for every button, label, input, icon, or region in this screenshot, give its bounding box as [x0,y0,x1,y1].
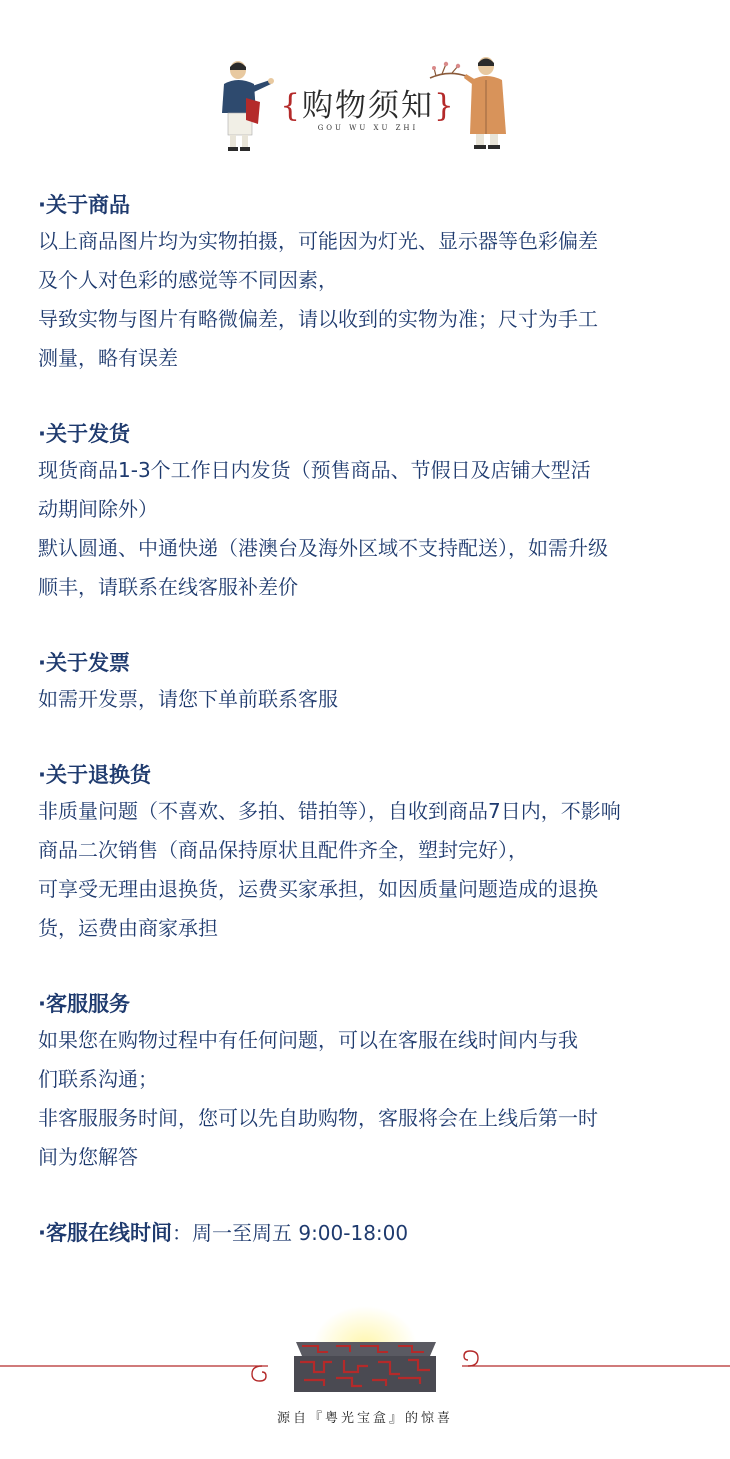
section-line: 可享受无理由退换货，运费买家承担，如因质量问题造成的退换 [38,877,598,901]
section-returns [38,758,698,948]
right-figure-illustration [428,54,518,154]
section-customer-service [38,987,698,1177]
treasure-box-illustration [0,1290,730,1400]
section-heading: ·关于发票 [38,651,130,675]
title-brace-right: } [434,88,456,124]
section-line: 如需开发票，请您下单前联系客服 [38,687,338,711]
section-line: 以上商品图片均为实物拍摄，可能因为灯光、显示器等色彩偏差 [38,229,598,253]
section-heading: ·客服服务 [38,992,130,1016]
footer-slogan: 源自『粤光宝盒』的惊喜 [276,1411,453,1426]
section-line: 间为您解答 [38,1145,138,1169]
section-heading: ·关于发货 [38,422,130,446]
section-line: 顺丰，请联系在线客服补差价 [38,575,298,599]
section-line: 导致实物与图片有略微偏差，请以收到的实物为准；尺寸为手工 [38,307,598,331]
footer [0,1290,730,1459]
section-line: 默认圆通、中通快递（港澳台及海外区域不支持配送），如需升级 [38,536,608,560]
section-line: 货，运费由商家承担 [38,916,218,940]
header [0,50,730,160]
section-line: 商品二次销售（商品保持原状且配件齐全，塑封完好）， [38,838,528,862]
section-line: 非客服服务时间，您可以先自助购物，客服将会在上线后第一时 [38,1106,598,1130]
title-brace-left: { [280,88,302,124]
service-hours-label: ·客服在线时间 [38,1221,172,1245]
section-line: 非质量问题（不喜欢、多拍、错拍等），自收到商品7日内，不影响 [38,799,621,823]
section-shipping [38,417,698,607]
section-line: 及个人对色彩的感觉等不同因素， [38,268,338,292]
section-line: 测量，略有误差 [38,346,178,370]
section-invoice [38,646,698,719]
section-heading: ·关于商品 [38,193,130,217]
section-products [38,188,698,378]
notice-content [38,188,698,1250]
title-text: 购物须知 [302,88,434,124]
section-line: 动期间除外） [38,497,158,521]
section-heading: ·关于退换货 [38,763,151,787]
section-line: 如果您在购物过程中有任何问题，可以在客服在线时间内与我 [38,1028,578,1052]
left-figure-illustration [216,58,276,154]
section-line: 现货商品1-3个工作日内发货（预售商品、节假日及店铺大型活 [38,458,591,482]
service-hours-separator: ： [171,1221,192,1245]
page-subtitle: GOU WU XU ZHI [317,124,419,132]
service-hours-value: 周一至周五 9:00-18:00 [191,1221,409,1245]
section-line: 们联系沟通； [38,1067,158,1091]
service-hours [38,1216,698,1250]
